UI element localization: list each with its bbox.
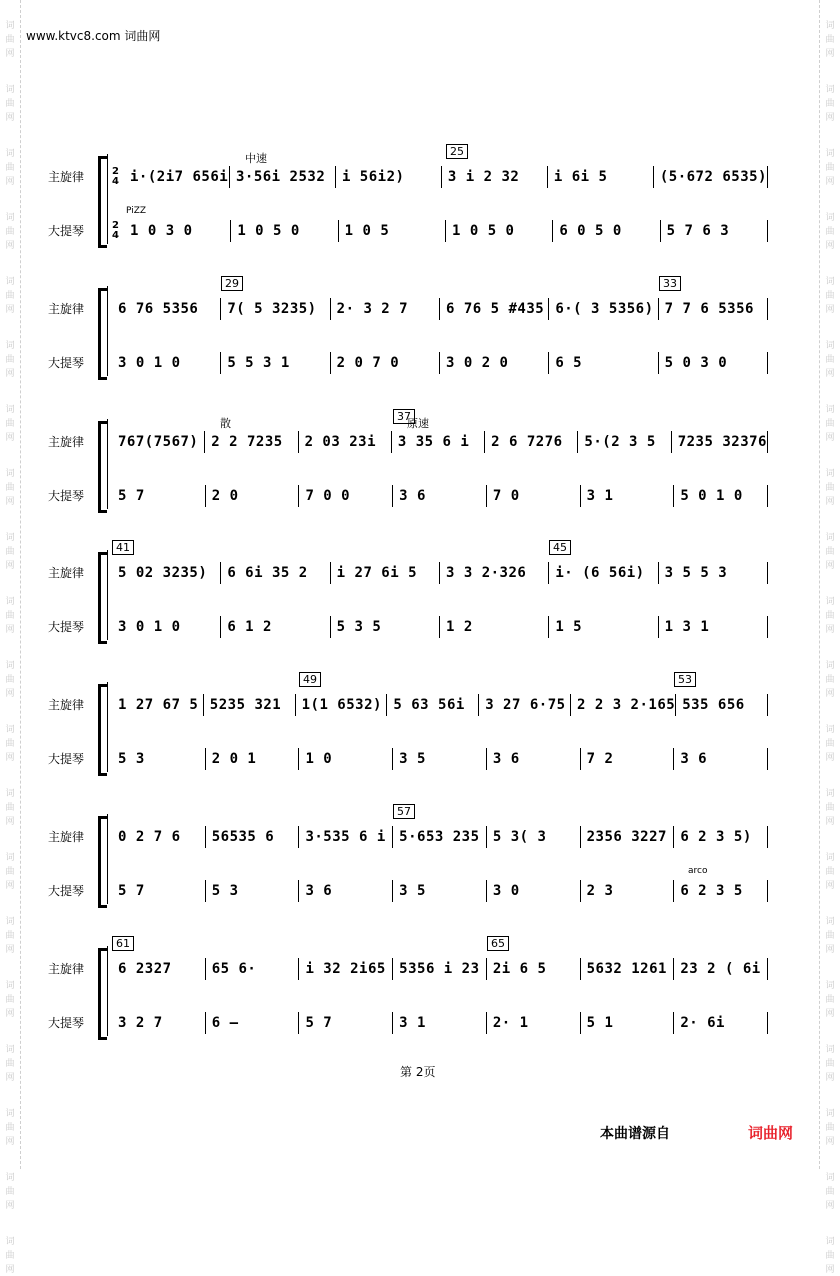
cello-part-label: 大提琴 <box>48 884 85 898</box>
watermark-char: 词 曲 网 <box>5 853 15 891</box>
cello-staff <box>112 485 768 507</box>
system-bracket <box>98 552 107 644</box>
right-watermark-strip <box>819 0 840 1275</box>
measure: 6 2 3 5 <box>674 880 768 902</box>
measure: 1 5 <box>549 616 658 638</box>
melody-part-label: 主旋律 <box>48 830 85 844</box>
melody-part-label: 主旋律 <box>48 435 85 449</box>
pizz-annotation: PiZZ <box>126 206 147 216</box>
measure: 1 3 1 <box>659 616 768 638</box>
measure: 3 6 <box>487 748 581 770</box>
site-url: www.ktvc8.com 词曲网 <box>26 29 161 43</box>
watermark-char: 词 曲 网 <box>5 661 15 699</box>
cello-staff <box>112 748 768 770</box>
melody-part-label: 主旋律 <box>48 566 85 580</box>
melody-staff <box>112 562 768 584</box>
measure: 7( 5 3235) <box>221 298 330 320</box>
measure: i·(2i7 656i <box>112 166 230 188</box>
rehearsal-mark: 25 <box>446 144 468 159</box>
watermark-char: 词 曲 网 <box>825 981 835 1019</box>
watermark-char: 词 曲 网 <box>5 213 15 251</box>
cello-part-label: 大提琴 <box>48 620 85 634</box>
score-system <box>48 937 768 1042</box>
measure: 7 7 6 5356 <box>659 298 768 320</box>
measure: 1 0 5 0 <box>446 220 553 242</box>
watermark-char: 词 曲 网 <box>5 1045 15 1083</box>
rehearsal-mark: 29 <box>221 276 243 291</box>
system-bracket <box>98 684 107 776</box>
watermark-char: 词 曲 网 <box>825 1109 835 1147</box>
measure: 7235 32376 <box>672 431 768 453</box>
measure: i 6i 5 <box>548 166 654 188</box>
melody-staff <box>112 826 768 848</box>
watermark-char: 词 曲 网 <box>825 85 835 123</box>
melody-staff <box>112 298 768 320</box>
cello-staff <box>112 616 768 638</box>
watermark-char: 词 曲 网 <box>825 917 835 955</box>
measure: 1 0 5 0 <box>231 220 338 242</box>
watermark-char: 词 曲 网 <box>825 1237 835 1275</box>
measure: 23 2 ( 6i <box>674 958 768 980</box>
measure: 2 2 3 2·165 <box>571 694 676 716</box>
watermark-char: 词 曲 网 <box>5 917 15 955</box>
measure: 3 0 1 0 <box>112 352 221 374</box>
measure: 6 2327 <box>112 958 206 980</box>
rehearsal-mark: 45 <box>549 540 571 555</box>
measure: 2 03 23i <box>299 431 392 453</box>
measure: 1 0 3 0 <box>112 220 231 242</box>
watermark-char: 词 曲 网 <box>5 725 15 763</box>
time-signature-bottom: 4 <box>112 176 119 187</box>
measure: 2i 6 5 <box>487 958 581 980</box>
system-line <box>107 419 108 509</box>
system-line <box>107 550 108 640</box>
measure: 6 1 2 <box>221 616 330 638</box>
measure: 2 0 1 <box>206 748 300 770</box>
measure: 6 5 <box>549 352 658 374</box>
cello-part-label: 大提琴 <box>48 752 85 766</box>
system-bracket <box>98 816 107 908</box>
measure: 2 2 7235 <box>205 431 298 453</box>
measure: 5 1 <box>581 1012 675 1034</box>
watermark-char: 词 曲 网 <box>825 661 835 699</box>
measure: 5 63 56i <box>387 694 479 716</box>
measure: 3 5 <box>393 748 487 770</box>
score-system <box>48 805 768 910</box>
cello-staff <box>112 1012 768 1034</box>
measure: 3·56i 2532 <box>230 166 336 188</box>
cello-part-label: 大提琴 <box>48 489 85 503</box>
cello-part-label: 大提琴 <box>48 356 85 370</box>
melody-part-label: 主旋律 <box>48 302 85 316</box>
system-line <box>107 682 108 772</box>
measure: 2· 1 <box>487 1012 581 1034</box>
watermark-char: 词 曲 网 <box>5 21 15 59</box>
score-system <box>48 277 768 382</box>
measure: 3 0 2 0 <box>440 352 549 374</box>
watermark-char: 词 曲 网 <box>825 21 835 59</box>
arco-annotation: arco <box>688 866 708 876</box>
watermark-char: 词 曲 网 <box>825 853 835 891</box>
left-watermark-strip <box>0 0 21 1275</box>
cello-staff <box>112 352 768 374</box>
measure: 5 7 6 3 <box>661 220 768 242</box>
time-signature <box>112 167 119 187</box>
watermark-char: 词 曲 网 <box>825 533 835 571</box>
system-bracket <box>98 156 107 248</box>
melody-staff <box>112 431 768 453</box>
measure: 3 6 <box>393 485 487 507</box>
measure: 3 6 <box>674 748 768 770</box>
watermark-char: 词 曲 网 <box>825 1045 835 1083</box>
watermark-char: 词 曲 网 <box>5 85 15 123</box>
measure: i 32 2i65 <box>299 958 393 980</box>
moderato-annotation: 中速 <box>245 152 267 165</box>
measure: 5 7 <box>299 1012 393 1034</box>
measure: 1 2 <box>440 616 549 638</box>
measure: 6 76 5356 <box>112 298 221 320</box>
footer-brand: 词曲网 <box>748 1124 794 1142</box>
measure: 6 6i 35 2 <box>221 562 330 584</box>
watermark-char: 词 曲 网 <box>825 789 835 827</box>
measure: 1 0 5 <box>339 220 446 242</box>
rehearsal-mark: 57 <box>393 804 415 819</box>
measure: 65 6· <box>206 958 300 980</box>
measure: 6 2 3 5) <box>674 826 768 848</box>
measure: 6 – <box>206 1012 300 1034</box>
watermark-char: 词 曲 网 <box>825 405 835 443</box>
rehearsal-mark: 61 <box>112 936 134 951</box>
measure: 7 0 <box>487 485 581 507</box>
rehearsal-mark: 37 <box>393 409 415 424</box>
watermark-char: 词 曲 网 <box>5 1109 15 1147</box>
melody-staff <box>112 166 768 188</box>
score-system <box>48 410 768 515</box>
melody-part-label: 主旋律 <box>48 170 85 184</box>
measure: 3 35 6 i <box>392 431 485 453</box>
watermark-char: 词 曲 网 <box>5 405 15 443</box>
measure: 3 1 <box>393 1012 487 1034</box>
measure: 5 3 <box>206 880 300 902</box>
footer-source-text: 本曲谱源自 <box>600 1126 670 1142</box>
cello-part-label: 大提琴 <box>48 224 85 238</box>
measure: 5 0 3 0 <box>659 352 768 374</box>
rehearsal-mark: 49 <box>299 672 321 687</box>
score-system <box>48 541 768 646</box>
measure: i 56i2) <box>336 166 442 188</box>
watermark-char: 词 曲 网 <box>825 149 835 187</box>
system-bracket <box>98 948 107 1040</box>
measure: 1(1 6532) <box>296 694 388 716</box>
page-number: 第 2页 <box>400 1065 436 1079</box>
measure: 0 2 7 6 <box>112 826 206 848</box>
cello-part-label: 大提琴 <box>48 1016 85 1030</box>
measure: (5·672 6535) <box>654 166 768 188</box>
measure: 3 5 <box>393 880 487 902</box>
cello-staff <box>112 220 768 242</box>
measure: 7 2 <box>581 748 675 770</box>
watermark-char: 词 曲 网 <box>5 1237 15 1275</box>
system-bracket <box>98 288 107 380</box>
measure: 5356 i 23 <box>393 958 487 980</box>
melody-part-label: 主旋律 <box>48 962 85 976</box>
melody-staff <box>112 958 768 980</box>
measure: 3 1 <box>581 485 675 507</box>
watermark-char: 词 曲 网 <box>825 213 835 251</box>
watermark-char: 词 曲 网 <box>5 789 15 827</box>
measure: 767(7567) <box>112 431 205 453</box>
measure: i 27 6i 5 <box>331 562 440 584</box>
measure: 5·(2 3 5 <box>578 431 671 453</box>
measure: 3 0 <box>487 880 581 902</box>
measure: 5 7 <box>112 880 206 902</box>
score-system <box>48 145 768 250</box>
score-system <box>48 673 768 778</box>
sanban-annotation: 散 <box>220 417 231 430</box>
system-line <box>107 286 108 376</box>
system-bracket <box>98 421 107 513</box>
watermark-char: 词 曲 网 <box>825 469 835 507</box>
measure: 3·535 6 i <box>299 826 393 848</box>
rehearsal-mark: 65 <box>487 936 509 951</box>
measure: 3 27 6·75 <box>479 694 571 716</box>
melody-staff <box>112 694 768 716</box>
melody-part-label: 主旋律 <box>48 698 85 712</box>
measure: 7 0 0 <box>299 485 393 507</box>
measure: 5632 1261 <box>581 958 675 980</box>
measure: 5·653 235 <box>393 826 487 848</box>
watermark-char: 词 曲 网 <box>5 533 15 571</box>
system-line <box>107 154 108 244</box>
measure: 1 0 <box>299 748 393 770</box>
measure: 2 0 7 0 <box>331 352 440 374</box>
watermark-char: 词 曲 网 <box>825 341 835 379</box>
watermark-char: 词 曲 网 <box>5 469 15 507</box>
measure: 3 i 2 32 <box>442 166 548 188</box>
system-line <box>107 814 108 904</box>
measure: 5 0 1 0 <box>674 485 768 507</box>
measure: 3 2 7 <box>112 1012 206 1034</box>
watermark-char: 词 曲 网 <box>5 341 15 379</box>
watermark-char: 词 曲 网 <box>825 725 835 763</box>
measure: i· (6 56i) <box>549 562 658 584</box>
measure: 5 5 3 1 <box>221 352 330 374</box>
measure: 5 3( 3 <box>487 826 581 848</box>
measure: 3 0 1 0 <box>112 616 221 638</box>
measure: 5 7 <box>112 485 206 507</box>
measure: 5 3 5 <box>331 616 440 638</box>
watermark-char: 词 曲 网 <box>5 981 15 1019</box>
watermark-char: 词 曲 网 <box>5 597 15 635</box>
measure: 6 0 5 0 <box>553 220 660 242</box>
rehearsal-mark: 33 <box>659 276 681 291</box>
measure: 1 27 67 5 <box>112 694 204 716</box>
measure: 3 6 <box>299 880 393 902</box>
measure: 2 6 7276 <box>485 431 578 453</box>
measure: 2· 3 2 7 <box>331 298 440 320</box>
watermark-char: 词 曲 网 <box>825 597 835 635</box>
measure: 2 3 <box>581 880 675 902</box>
watermark-char: 词 曲 网 <box>825 1173 835 1211</box>
measure: 5 3 <box>112 748 206 770</box>
measure: 5235 321 <box>204 694 296 716</box>
measure: 2· 6i <box>674 1012 768 1034</box>
watermark-char: 词 曲 网 <box>5 149 15 187</box>
watermark-char: 词 曲 网 <box>825 277 835 315</box>
rehearsal-mark: 41 <box>112 540 134 555</box>
measure: 56535 6 <box>206 826 300 848</box>
measure: 6 76 5 #435 <box>440 298 549 320</box>
measure: 6·( 3 5356) <box>549 298 658 320</box>
cello-staff <box>112 880 768 902</box>
original_tempo-annotation: 原速 <box>407 417 429 430</box>
measure: 2 0 <box>206 485 300 507</box>
rehearsal-mark: 53 <box>674 672 696 687</box>
system-line <box>107 946 108 1036</box>
watermark-char: 词 曲 网 <box>5 277 15 315</box>
measure: 5 02 3235) <box>112 562 221 584</box>
time-signature-top: 2 <box>112 166 119 177</box>
time-signature <box>112 221 119 241</box>
measure: 3 3 2·326 <box>440 562 549 584</box>
time-signature-bottom: 4 <box>112 230 119 241</box>
measure: 3 5 5 3 <box>659 562 768 584</box>
measure: 2356 3227 <box>581 826 675 848</box>
time-signature-top: 2 <box>112 220 119 231</box>
watermark-char: 词 曲 网 <box>5 1173 15 1211</box>
measure: 535 656 <box>676 694 768 716</box>
